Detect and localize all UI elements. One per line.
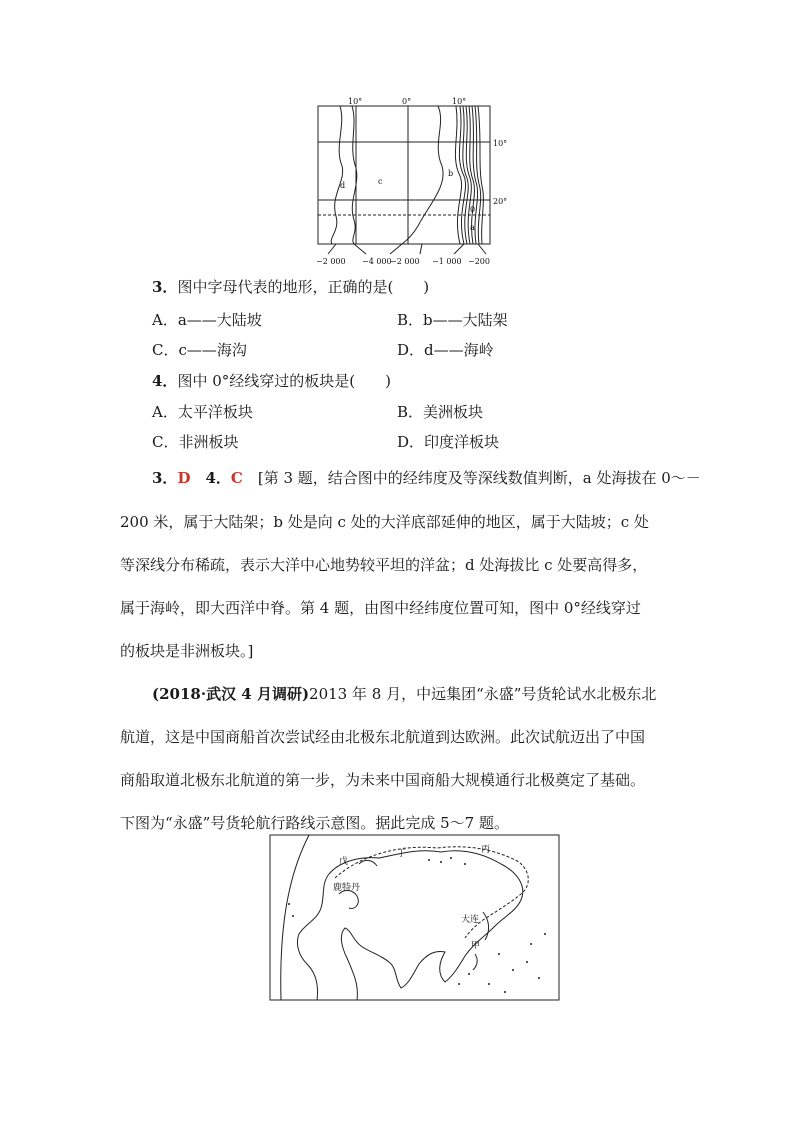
fig1-region-label-b: b	[448, 169, 454, 178]
fig1-region-label-c: c	[378, 177, 383, 186]
question-3-text: 图中字母代表的地形，正确的是( )	[177, 278, 430, 296]
question-4-option-a: A．太平洋板块	[152, 403, 253, 421]
fig1-bottom-label-1: −4 000	[362, 257, 392, 266]
fig1-right-label-2: 0	[470, 205, 476, 214]
fig1-right-label-1: 20°	[493, 197, 508, 206]
question-4-option-b: B．美洲板块	[397, 403, 484, 421]
fig1-top-label-1: 0°	[402, 97, 412, 106]
route-map-frame	[270, 835, 559, 1000]
question-3-number: 3．	[152, 278, 178, 296]
fig2-label-rotterdam: 鹿特丹	[333, 883, 361, 893]
answer-q4-key: C	[230, 469, 243, 487]
passage-line-1: 航道，这是中国商船首次尝试经由北极东北航道到达欧洲。此次试航迈出了中国	[120, 728, 646, 746]
passage-text-0: 2013 年 8 月，中远集团“永盛”号货轮试水北极东北	[309, 685, 657, 703]
answer-line-2: 等深线分布稀疏，表示大洋中心地势较平坦的洋盆；d 处海拔比 c 处要高得多，	[120, 556, 648, 574]
fig2-label-dalian: 大连	[461, 915, 480, 925]
answer-line-4: 的板块是非洲板块。]	[120, 642, 254, 660]
passage-line-3: 下图为“永盛”号货轮航行路线示意图。据此完成 5～7 题。	[120, 814, 509, 832]
route-map-figure	[269, 834, 560, 1002]
passage-source: (2018·武汉 4 月调研)	[152, 685, 310, 703]
answer-line-3: 属于海岭，即大西洋中脊。第 4 题，由图中经纬度位置可知，图中 0°经线穿过	[120, 599, 641, 617]
question-4-text: 图中 0°经线穿过的板块是( )	[177, 372, 391, 390]
fig1-top-label-0: 10°	[348, 97, 363, 106]
answer-line-0	[152, 468, 701, 488]
fig1-region-label-a: a	[470, 223, 475, 232]
answer-line-1: 200 米，属于大陆架；b 处是向 c 处的大洋底部延伸的地区，属于大陆坡；c 处	[120, 513, 649, 531]
question-3-option-d: D．d——海岭	[397, 341, 494, 359]
contour-figure	[310, 96, 508, 268]
fig1-bottom-label-2: −2 000	[390, 257, 420, 266]
question-4-option-c: C．非洲板块	[152, 433, 239, 451]
passage-line-0	[152, 684, 656, 704]
fig2-label-bing: 丙	[481, 845, 491, 855]
question-3-stem	[152, 277, 429, 297]
answer-q3-number: 3．	[152, 469, 178, 487]
answer-q4-number: 4．	[205, 469, 231, 487]
answer-text-0: [第 3 题，结合图中的经纬度及等深线数值判断，a 处海拔在 0～－	[257, 469, 701, 487]
fig1-bottom-label-4: −200	[468, 257, 490, 266]
question-3-option-b: B．b——大陆架	[397, 311, 508, 329]
fig1-region-label-d: d	[340, 181, 346, 190]
fig2-label-wu: 戊	[339, 857, 349, 867]
question-4-stem	[152, 371, 391, 391]
fig2-label-jia: 甲	[471, 941, 481, 951]
fig1-top-label-2: 10°	[452, 97, 467, 106]
answer-q3-key: D	[177, 469, 191, 487]
fig1-bottom-label-0: −2 000	[316, 257, 346, 266]
question-4-number: 4．	[152, 372, 178, 390]
question-3-option-c: C．c——海沟	[152, 341, 247, 359]
question-4-option-d: D．印度洋板块	[397, 433, 500, 451]
question-3-option-a: A．a——大陆坡	[152, 311, 262, 329]
fig1-right-label-0: 10°	[493, 139, 508, 148]
passage-line-2: 商船取道北极东北航道的第一步，为未来中国商船大规模通行北极奠定了基础。	[120, 771, 646, 789]
fig2-label-ding: 丁	[397, 849, 407, 859]
fig1-bottom-label-3: −1 000	[432, 257, 462, 266]
